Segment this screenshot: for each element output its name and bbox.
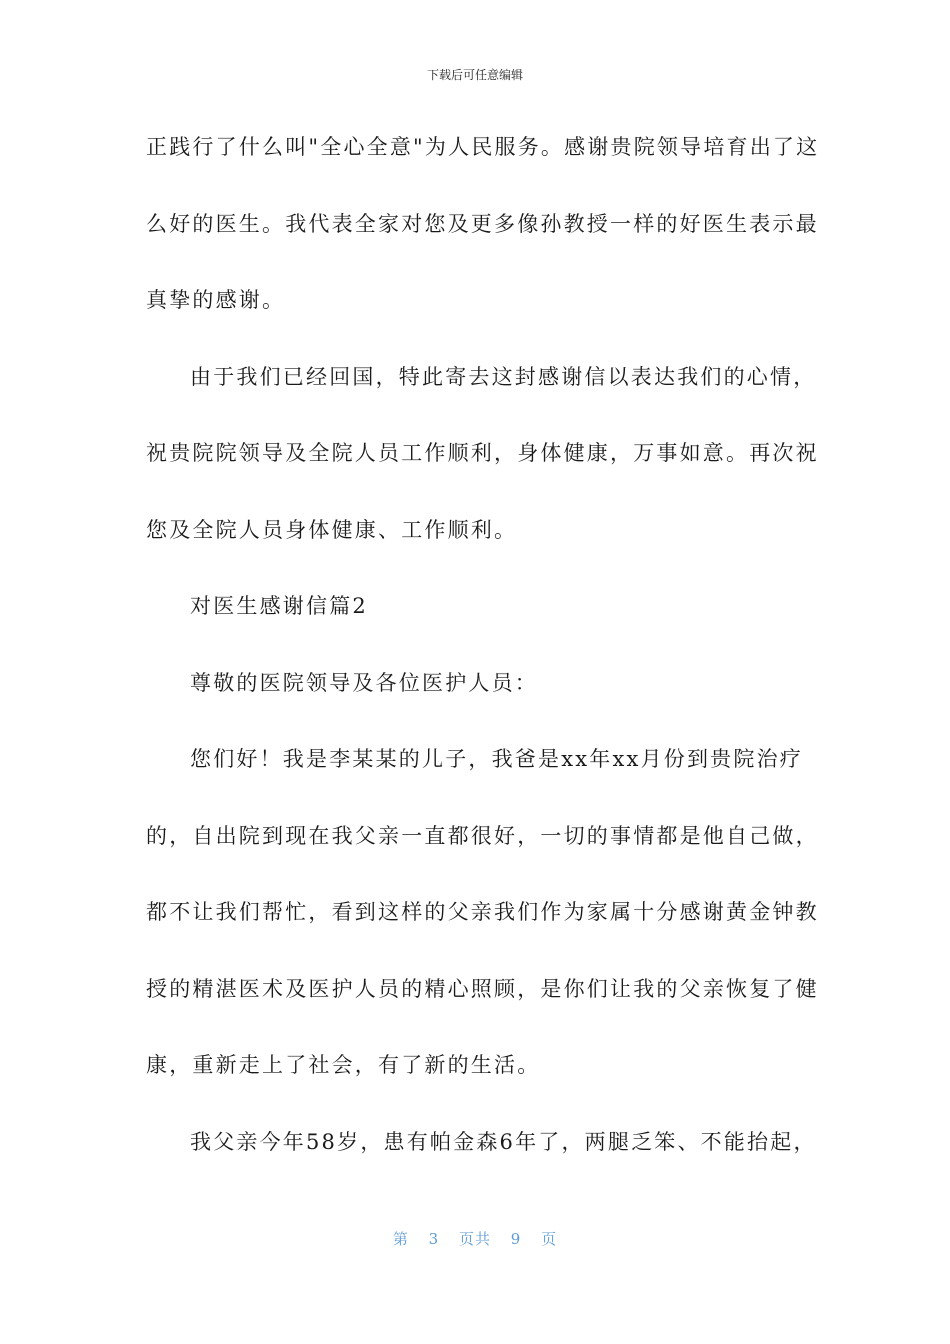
- text-line: 祝贵院院领导及全院人员工作顺利，身体健康，万事如意。再次祝: [146, 441, 819, 465]
- text-line: 授的精湛医术及医护人员的精心照顾，是你们让我的父亲恢复了健: [146, 976, 819, 1001]
- text-line: 您们好！我是李某某的儿子，我爸是xx年xx月份到贵院治疗: [190, 747, 803, 771]
- document-body: [146, 124, 820, 1195]
- footer-ye-gong: 页共: [458, 1230, 491, 1248]
- text-line: 正践行了什么叫"全心全意"为人民服务。感谢贵院领导培育出了这: [146, 135, 820, 159]
- section-heading: 对医生感谢信篇2: [190, 594, 368, 618]
- footer-ye: 页: [541, 1230, 558, 1248]
- text-line: 我父亲今年58岁，患有帕金森6年了，两腿乏笨、不能抬起，: [190, 1129, 817, 1154]
- text-line: 的，自出院到现在我父亲一直都很好，一切的事情都是他自己做，: [146, 823, 819, 848]
- page-footer: [0, 1228, 950, 1249]
- text-line: 么好的医生。我代表全家对您及更多像孙教授一样的好医生表示最: [146, 211, 819, 236]
- footer-di: 第: [392, 1230, 409, 1248]
- text-line: 康，重新走上了社会，有了新的生活。: [146, 1053, 541, 1077]
- page-header: 下载后可任意编辑: [426, 68, 523, 82]
- text-line: 您及全院人员身体健康、工作顺利。: [146, 517, 518, 542]
- text-line: 真挚的感谢。: [146, 288, 286, 312]
- text-line: 由于我们已经回国，特此寄去这封感谢信以表达我们的心情，: [190, 364, 817, 389]
- salutation: 尊敬的医院领导及各位医护人员：: [190, 670, 538, 695]
- total-page-count: 9: [510, 1230, 522, 1248]
- text-line: 都不让我们帮忙，看到这样的父亲我们作为家属十分感谢黄金钟教: [146, 900, 819, 924]
- current-page-number: 3: [428, 1230, 440, 1248]
